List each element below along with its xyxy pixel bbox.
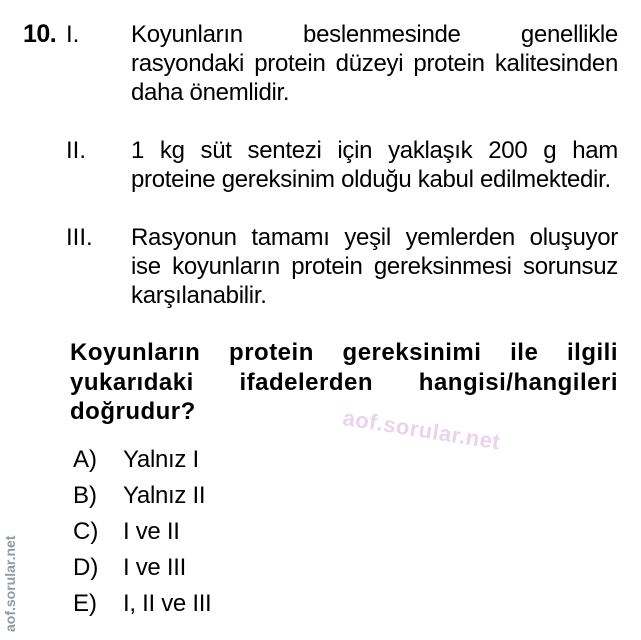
option-letter: C) xyxy=(73,518,99,545)
option-a[interactable] xyxy=(0,445,400,475)
option-letter: D) xyxy=(73,554,99,581)
watermark-center: aof.sorular.net xyxy=(341,405,503,455)
option-d[interactable] xyxy=(0,553,400,583)
option-text: I, II ve III xyxy=(123,590,212,617)
option-text: I ve II xyxy=(123,518,180,545)
statement-text: 1 kg süt sentezi için yaklaşık 200 g ham proteine gereksinim olduğu kabul edilmektedir. xyxy=(131,137,618,193)
option-letter: A) xyxy=(73,446,97,473)
option-e[interactable] xyxy=(0,589,400,619)
watermark-side: aof.sorular.net xyxy=(2,535,18,632)
option-text: Yalnız II xyxy=(123,482,206,509)
statement-text: Rasyonun tamamı yeşil yemlerden oluşuyor ise koyunların protein gereksinmesi sorunsuz karşılanabilir. xyxy=(131,224,618,309)
option-b[interactable] xyxy=(0,481,400,511)
option-text: I ve III xyxy=(123,554,186,581)
option-text: Yalnız I xyxy=(123,446,199,473)
option-letter: E) xyxy=(73,590,97,617)
option-c[interactable] xyxy=(0,517,400,547)
question-number: 10. xyxy=(23,20,57,48)
statement-numeral: III. xyxy=(66,224,93,251)
statement-text: Koyunların beslenmesinde genellikle rasyondaki protein düzeyi protein kalitesinden daha önemlidir. xyxy=(131,21,618,106)
question-prompt: Koyunların protein gereksinimi ile ilgili yukarıdaki ifadelerden hangisi/hangileri doğrudur? xyxy=(70,339,618,425)
option-letter: B) xyxy=(73,482,97,509)
statement-numeral: I. xyxy=(66,21,80,48)
statement-numeral: II. xyxy=(66,137,87,164)
